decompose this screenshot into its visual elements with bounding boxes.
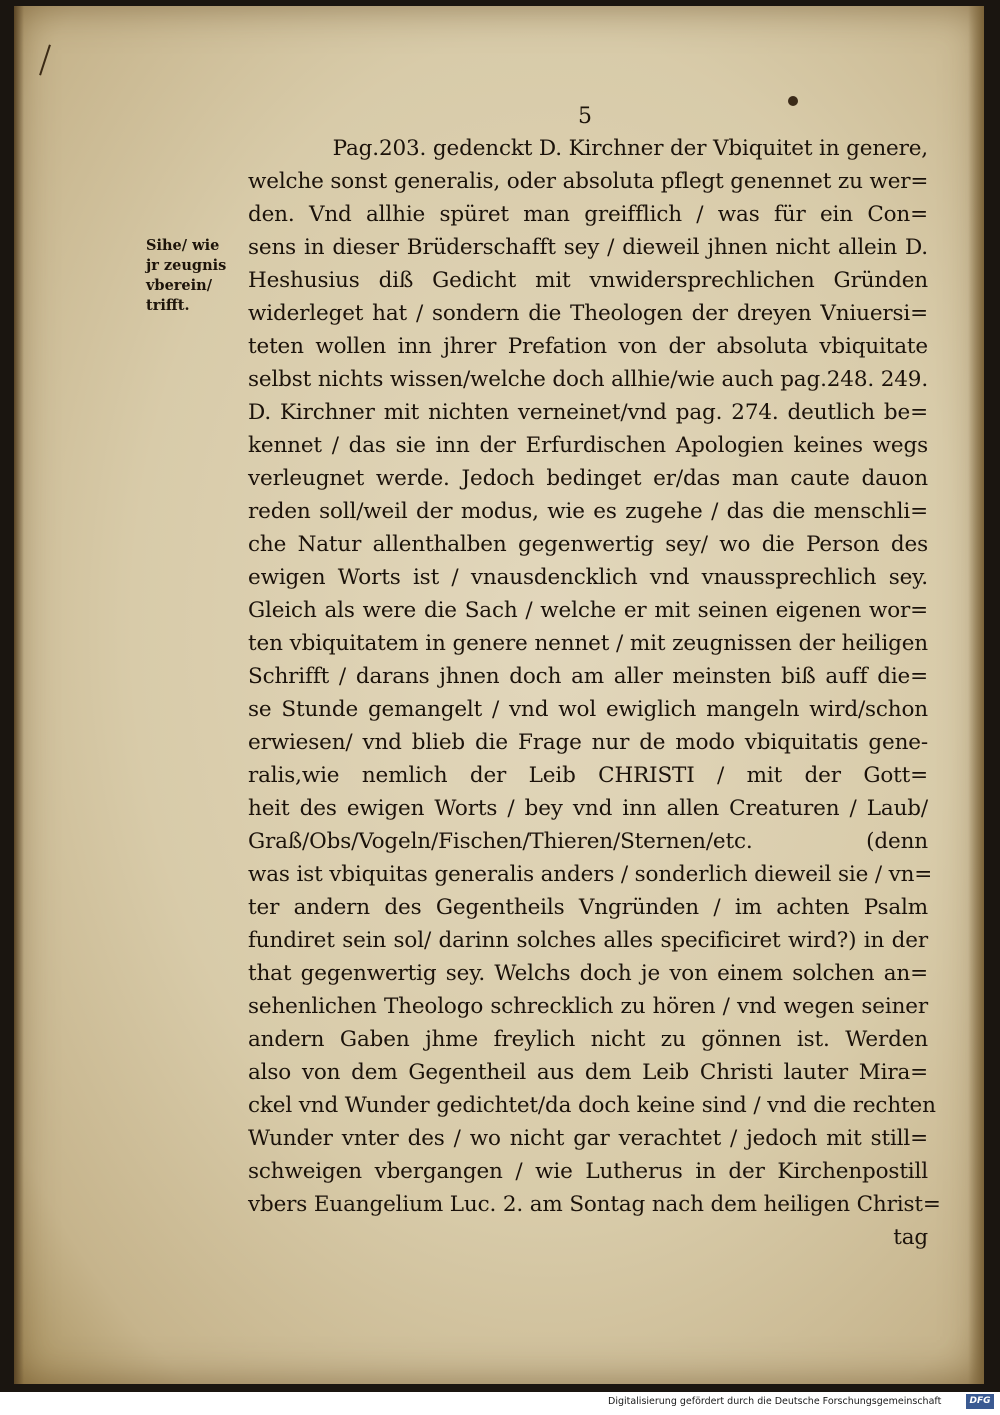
text-line: den. Vnd allhie spüret man greifflich / was für ein Con=	[248, 202, 928, 227]
text-line: ralis,wie nemlich der Leib CHRISTI / mit der Gott=	[248, 763, 928, 788]
marginal-note-line: jr zeugnis	[146, 257, 227, 274]
text-line: sehenlichen Theologo schrecklich zu hören / vnd wegen seiner	[248, 994, 928, 1019]
text-line: heit des ewigen Worts / bey vnd inn allen Creaturen / Laub/	[248, 796, 928, 821]
text-line: andern Gaben jhme freylich nicht zu gönnen ist. Werden	[248, 1027, 928, 1052]
text-line: welche sonst generalis, oder absoluta pflegt genennet zu wer=	[248, 169, 929, 194]
text-line: was ist vbiquitas generalis anders / sonderlich dieweil sie / vn=	[248, 862, 933, 887]
page-number: 5	[578, 104, 592, 129]
text-line: Wunder vnter des / wo nicht gar verachtet / jedoch mit still=	[248, 1126, 928, 1151]
text-line: erwiesen/ vnd blieb die Frage nur de modo vbiquitatis gene-	[248, 730, 928, 755]
text-line: schweigen vbergangen / wie Lutherus in der Kirchenpostill	[248, 1159, 928, 1184]
text-line: ewigen Worts ist / vnausdencklich vnd vnaussprechlich sey.	[248, 565, 928, 590]
digitization-credit: Digitalisierung gefördert durch die Deutsche Forschungsgemeinschaft	[608, 1396, 942, 1407]
page-edge-left	[14, 6, 24, 1384]
text-line: se Stunde gemangelt / vnd wol ewiglich mangeln wird/schon	[248, 697, 928, 722]
text-line: ter andern des Gegentheils Vngründen / im achten Psalm	[248, 895, 928, 920]
marginal-note-line: trifft.	[146, 297, 190, 314]
text-line: also von dem Gegentheil aus dem Leib Christi lauter Mira=	[248, 1060, 928, 1085]
text-line: ten vbiquitatem in genere nennet / mit zeugnissen der heiligen	[248, 631, 928, 656]
text-line: Graß/Obs/Vogeln/Fischen/Thieren/Sternen/etc. (denn	[248, 829, 928, 854]
marginal-note-line: vberein/	[146, 277, 213, 294]
text-line: verleugnet werde. Jedoch bedinget er/das man caute dauon	[248, 466, 928, 491]
text-line: Schrifft / darans jhnen doch am aller meinsten biß auff die=	[248, 664, 928, 689]
text-line: D. Kirchner mit nichten verneinet/vnd pag. 274. deutlich be=	[248, 400, 928, 425]
marginal-note-line: Sihe/ wie	[146, 237, 220, 254]
text-line: kennet / das sie inn der Erfurdischen Apologien keines wegs	[248, 433, 928, 458]
page-edge-right	[968, 6, 984, 1384]
text-line: Pag.203. gedenckt D. Kirchner der Vbiquitet in genere,	[332, 136, 928, 161]
text-line: vbers Euangelium Luc. 2. am Sontag nach dem heiligen Christ=	[248, 1192, 941, 1217]
text-line: Heshusius diß Gedicht mit vnwidersprechlichen Gründen	[248, 268, 928, 293]
text-line: reden soll/weil der modus, wie es zugehe / das die menschli=	[248, 499, 928, 524]
dfg-logo: DFG	[966, 1394, 994, 1409]
text-line: Gleich als were die Sach / welche er mit seinen eigenen wor=	[248, 598, 928, 623]
text-line: ckel vnd Wunder gedichtet/da doch keine sind / vnd die rechten	[248, 1093, 936, 1118]
text-line: teten wollen inn jhrer Prefation von der absoluta vbiquitate	[248, 334, 928, 359]
text-line: sens in dieser Brüderschafft sey / dieweil jhnen nicht allein D.	[248, 235, 928, 260]
text-line: fundiret sein sol/ darinn solches alles specificiret wird?) in der	[248, 928, 928, 953]
ink-spot	[788, 96, 798, 106]
text-line: widerleget hat / sondern die Theologen der dreyen Vniuersi=	[248, 301, 928, 326]
marginal-note	[146, 236, 238, 316]
text-line: selbst nichts wissen/welche doch allhie/wie auch pag.248. 249.	[248, 367, 929, 392]
text-line: che Natur allenthalben gegenwertig sey/ wo die Person des	[248, 532, 928, 557]
body-text	[248, 132, 941, 1254]
text-line: that gegenwertig sey. Welchs doch je von einem solchen an=	[248, 961, 928, 986]
text-line: tag	[893, 1225, 928, 1250]
